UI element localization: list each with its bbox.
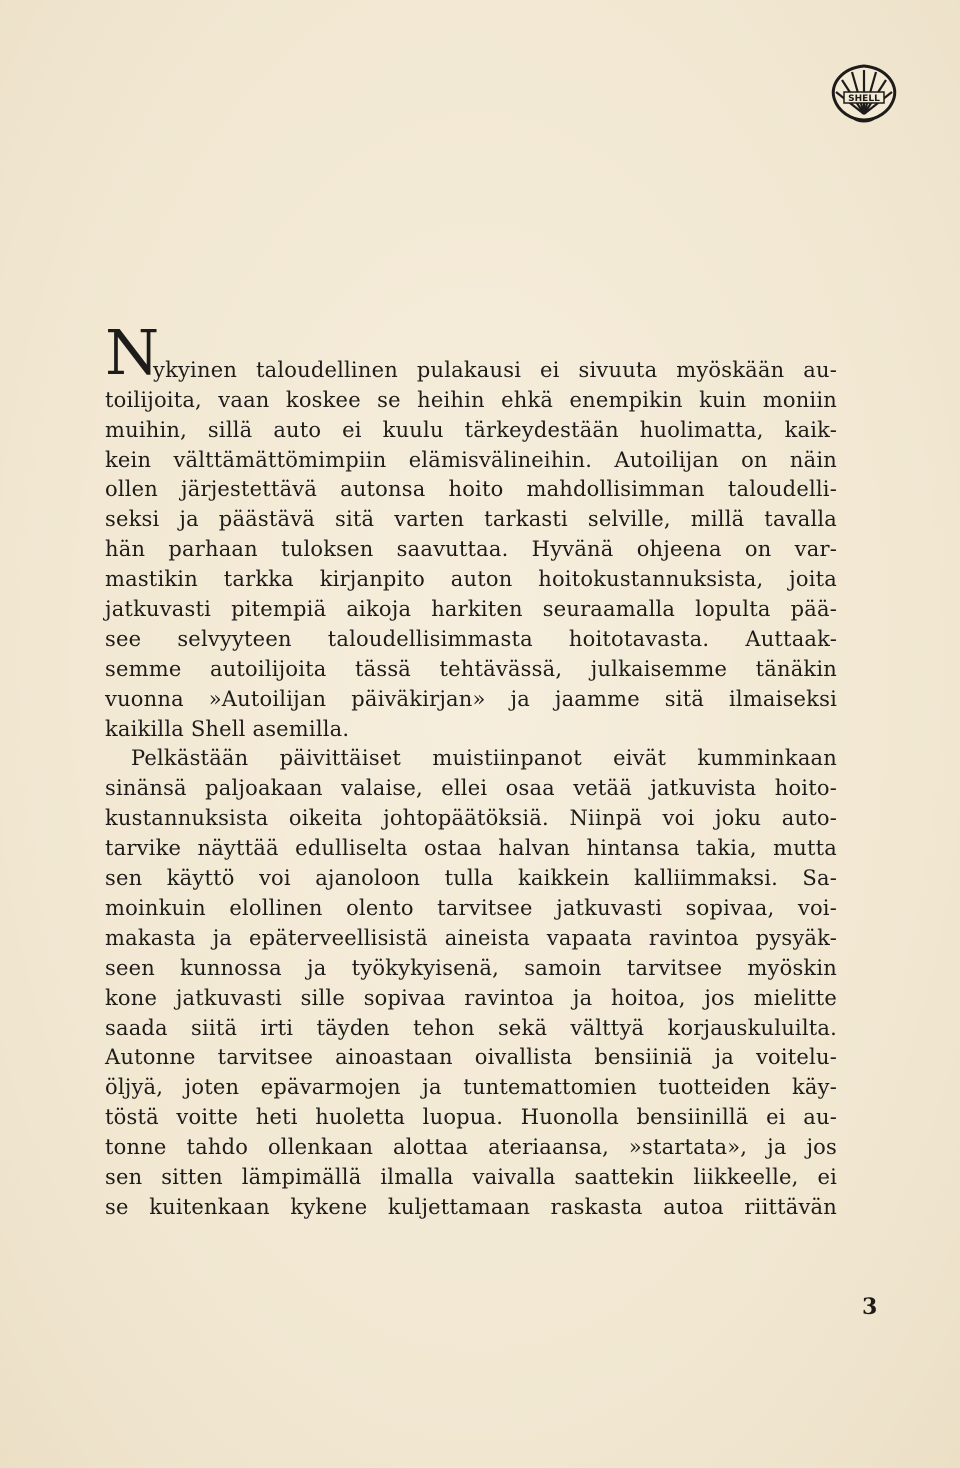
text-line: kaikilla Shell asemilla. xyxy=(105,716,350,741)
text-line: see selvyyteen taloudellisimmasta hoitotavasta. Auttaak- xyxy=(105,626,837,651)
text-line: ollen järjestettävä autonsa hoito mahdollisimman taloudelli- xyxy=(105,477,837,502)
text-line: sen käyttö voi ajanoloon tulla kaikkein kalliimmaksi. Sa- xyxy=(105,866,837,891)
text-line: toilijoita, vaan koskee se heihin ehkä enempikin kuin moniin xyxy=(105,387,837,412)
text-line: seksi ja päästävä sitä varten tarkasti selville, millä tavalla xyxy=(105,507,837,532)
text-line: makasta ja epäterveellisistä aineista vapaata ravintoa pysyäk- xyxy=(105,925,837,950)
shell-logo-icon xyxy=(828,62,900,124)
text-line: töstä voitte heti huoletta luopua. Huonolla bensiinillä ei au- xyxy=(105,1105,837,1130)
text-line: kone jatkuvasti sille sopivaa ravintoa ja hoitoa, jos mielitte xyxy=(105,985,837,1010)
text-line: ykyinen taloudellinen pulakausi ei sivuuta myöskään au- xyxy=(153,358,837,382)
text-line: hän parhaan tuloksen saavuttaa. Hyvänä ohjeena on var- xyxy=(105,537,837,562)
text-line: kustannuksista oikeita johtopäätöksiä. Niinpä voi joku auto- xyxy=(105,806,837,831)
text-line: sen sitten lämpimällä ilmalla vaivalla saattekin liikkeelle, ei xyxy=(105,1164,837,1189)
text-line: öljyä, joten epävarmojen ja tuntemattomien tuotteiden käy- xyxy=(105,1075,837,1100)
text-line: mastikin tarkka kirjanpito auton hoitokustannuksista, joita xyxy=(105,567,837,592)
text-line: kein välttämättömimpiin elämisvälineihin. Autoilijan on näin xyxy=(105,447,837,472)
text-line: jatkuvasti pitempiä aikoja harkiten seuraamalla lopulta pää- xyxy=(105,597,837,622)
page-number: 3 xyxy=(862,1294,878,1320)
text-line: vuonna »Autoilijan päiväkirjan» ja jaamme sitä ilmaiseksi xyxy=(105,686,837,711)
text-line: muihin, sillä auto ei kuulu tärkeydestään huolimatta, kaik- xyxy=(105,417,837,442)
text-line: sinänsä paljoakaan valaise, ellei osaa vetää jatkuvista hoito- xyxy=(105,776,837,801)
article-text xyxy=(105,316,837,1223)
svg-text:SHELL: SHELL xyxy=(848,94,880,104)
text-line: se kuitenkaan kykene kuljettamaan raskasta autoa riittävän xyxy=(105,1194,837,1219)
first-line-wrap xyxy=(105,316,837,389)
text-line: semme autoilijoita tässä tehtävässä, julkaisemme tänäkin xyxy=(105,656,837,681)
text-line: tarvike näyttää edulliselta ostaa halvan hintansa takia, mutta xyxy=(105,836,837,861)
text-line: Pelkästään päivittäiset muistiinpanot eivät kumminkaan xyxy=(131,746,837,771)
dropcap-letter: N xyxy=(105,316,160,389)
text-line: saada siitä irti täyden tehon sekä välttyä korjauskuluilta. xyxy=(105,1015,837,1040)
text-line: Autonne tarvitsee ainoastaan oivallista bensiiniä ja voitelu- xyxy=(105,1045,837,1070)
text-line: seen kunnossa ja työkykyisenä, samoin tarvitsee myöskin xyxy=(105,955,837,980)
text-line: moinkuin elollinen olento tarvitsee jatkuvasti sopivaa, voi- xyxy=(105,895,837,920)
text-line: tonne tahdo ollenkaan alottaa ateriaansa, »startata», ja jos xyxy=(105,1135,837,1160)
